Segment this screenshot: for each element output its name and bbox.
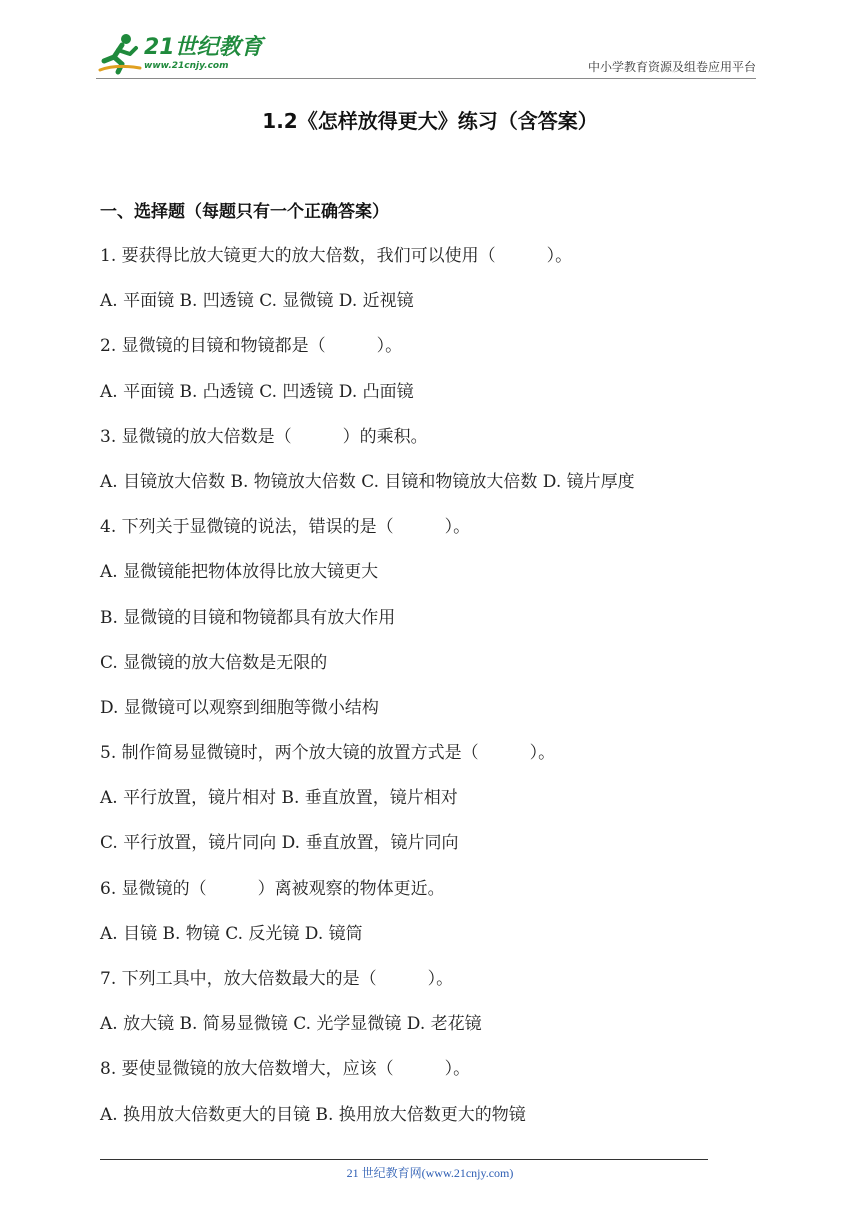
question-line: 3. 显微镜的放大倍数是（ ）的乘积。	[100, 426, 428, 447]
platform-name: 中小学教育资源及组卷应用平台	[587, 60, 756, 74]
options-line: A. 换用放大倍数更大的目镜 B. 换用放大倍数更大的物镜	[100, 1104, 526, 1125]
options-line: A. 平面镜 B. 凸透镜 C. 凹透镜 D. 凸面镜	[100, 381, 414, 402]
question-line: 2. 显微镜的目镜和物镜都是（ ）。	[100, 336, 403, 357]
site-logo[interactable]	[96, 30, 266, 76]
options-line: C. 显微镜的放大倍数是无限的	[100, 652, 328, 673]
question-line: 6. 显微镜的（ ）离被观察的物体更近。	[100, 878, 445, 899]
question-line: 5. 制作简易显微镜时，两个放大镜的放置方式是（ ）。	[100, 743, 556, 764]
question-line: 4. 下列关于显微镜的说法，错误的是（ ）。	[100, 517, 471, 538]
logo-text: 21世纪教育	[144, 35, 263, 60]
options-line: A. 目镜放大倍数 B. 物镜放大倍数 C. 目镜和物镜放大倍数 D. 镜片厚度	[100, 471, 635, 492]
options-line: A. 放大镜 B. 简易显微镜 C. 光学显微镜 D. 老花镜	[100, 1014, 482, 1035]
options-line: D. 显微镜可以观察到细胞等微小结构	[100, 697, 379, 718]
options-line: A. 平行放置，镜片相对 B. 垂直放置，镜片相对	[100, 788, 458, 809]
footer-divider	[100, 1159, 708, 1160]
options-line: A. 平面镜 B. 凹透镜 C. 显微镜 D. 近视镜	[100, 291, 414, 312]
question-line: 1. 要获得比放大镜更大的放大倍数，我们可以使用（ ）。	[100, 246, 573, 266]
options-line: A. 显微镜能把物体放得比放大镜更大	[100, 562, 379, 583]
question-list	[100, 243, 760, 1147]
page-header	[96, 30, 756, 79]
options-line: C. 平行放置，镜片同向 D. 垂直放置，镜片同向	[100, 833, 459, 854]
question-line: 7. 下列工具中，放大倍数最大的是（ ）。	[100, 969, 454, 989]
question-line: 8. 要使显微镜的放大倍数增大，应该（ ）。	[100, 1059, 471, 1080]
document-title: 1.2《怎样放得更大》练习（含答案）	[262, 109, 598, 133]
section-heading: 一、选择题（每题只有一个正确答案）	[100, 202, 389, 222]
logo-url: www.21cnjy.com	[144, 61, 229, 71]
options-line: A. 目镜 B. 物镜 C. 反光镜 D. 镜筒	[100, 923, 363, 944]
runner-logo-icon	[96, 30, 144, 76]
footer-link[interactable]: 21 世纪教育网(www.21cnjy.com)	[346, 1166, 514, 1180]
options-line: B. 显微镜的目镜和物镜都具有放大作用	[100, 607, 396, 628]
